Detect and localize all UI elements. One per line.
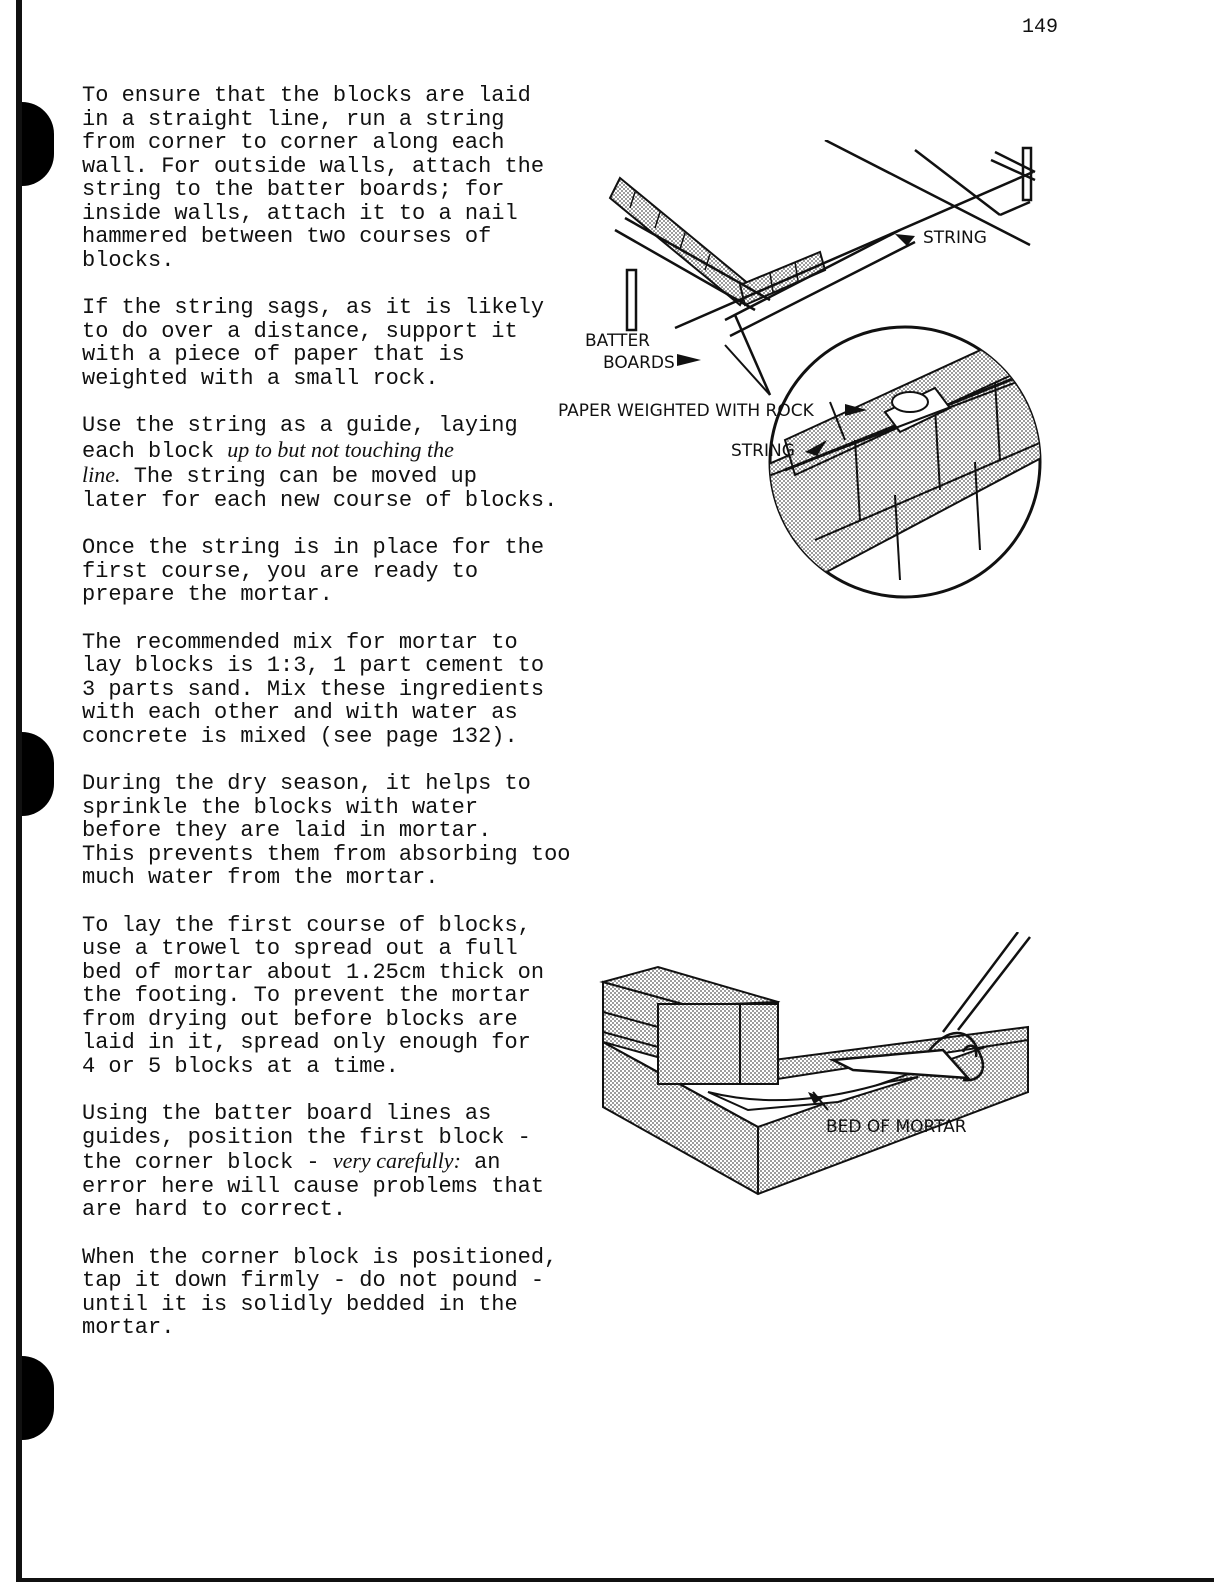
string-line xyxy=(675,172,1033,328)
label-batter: BATTER xyxy=(585,331,650,351)
paragraph-corner-block xyxy=(82,1102,622,1222)
arrow-boards xyxy=(677,354,701,366)
inset-leader-line xyxy=(735,315,770,395)
label-string-top: STRING xyxy=(923,228,987,248)
page-number: 149 xyxy=(1022,16,1059,39)
paragraph-first-course: To lay the first course of blocks, use a trowel to spread out a full bed of mortar about 1.25cm thick on the footing. To prevent the mortar from drying out before blocks are laid in it, spread only enough for 4 or 5 blocks at a time. xyxy=(82,912,545,1079)
magnified-inset xyxy=(705,325,1075,600)
paragraph-text: Use the string as a guide, laying each block xyxy=(82,413,518,464)
paragraph-emphasis: up to but not touching the line. xyxy=(82,436,454,487)
label-bed-of-mortar: BED OF MORTAR xyxy=(826,1117,967,1137)
label-paper-weighted-rock: PAPER WEIGHTED WITH ROCK xyxy=(558,401,814,421)
paragraph-ready-mortar: Once the string is in place for the first course, you are ready to prepare the mortar. xyxy=(82,535,545,607)
body-text xyxy=(82,84,622,1364)
string-figure xyxy=(555,140,1075,600)
mortar-figure xyxy=(598,932,1038,1200)
paragraph-text: Using the batter board lines as guides, position the first block - the corner block - xyxy=(82,1101,531,1175)
paragraph-tap-down: When the corner block is positioned, tap it down firmly - do not pound - until it is solidly bedded in the mortar. xyxy=(82,1244,558,1340)
paragraph-text: The string can be moved up later for each new course of blocks. xyxy=(82,464,558,513)
paragraph-string-sag: If the string sags, as it is likely to do over a distance, support it with a piece of paper that is weighted with a small rock. xyxy=(82,295,545,391)
label-boards: BOARDS xyxy=(603,353,675,373)
page-bottom-border xyxy=(16,1578,1214,1582)
paragraph-string-line: To ensure that the blocks are laid in a straight line, run a string from corner to corner along each wall. For outside walls, attach the string to the batter boards; for inside walls, attach it to a nail hammered between two courses of blocks. xyxy=(82,83,545,273)
paragraph-string-guide xyxy=(82,414,622,512)
paragraph-text: an error here will cause problems that are hard to correct. xyxy=(82,1150,545,1222)
label-string-inset: STRING xyxy=(731,441,795,461)
paragraph-emphasis: very carefully: xyxy=(332,1148,461,1173)
binder-hole xyxy=(22,1356,54,1440)
paragraph-mortar-mix: The recommended mix for mortar to lay blocks is 1:3, 1 part cement to 3 parts sand. Mix these ingredients with each other and with water as concrete is mixed (see page 132). xyxy=(82,629,545,749)
inset-leader-line xyxy=(725,345,770,395)
paragraph-dry-season: During the dry season, it helps to sprinkle the blocks with water before they are laid in mortar. This prevents them from absorbing too much water from the mortar. xyxy=(82,771,571,890)
binder-hole xyxy=(22,732,54,816)
binder-hole xyxy=(22,102,54,186)
